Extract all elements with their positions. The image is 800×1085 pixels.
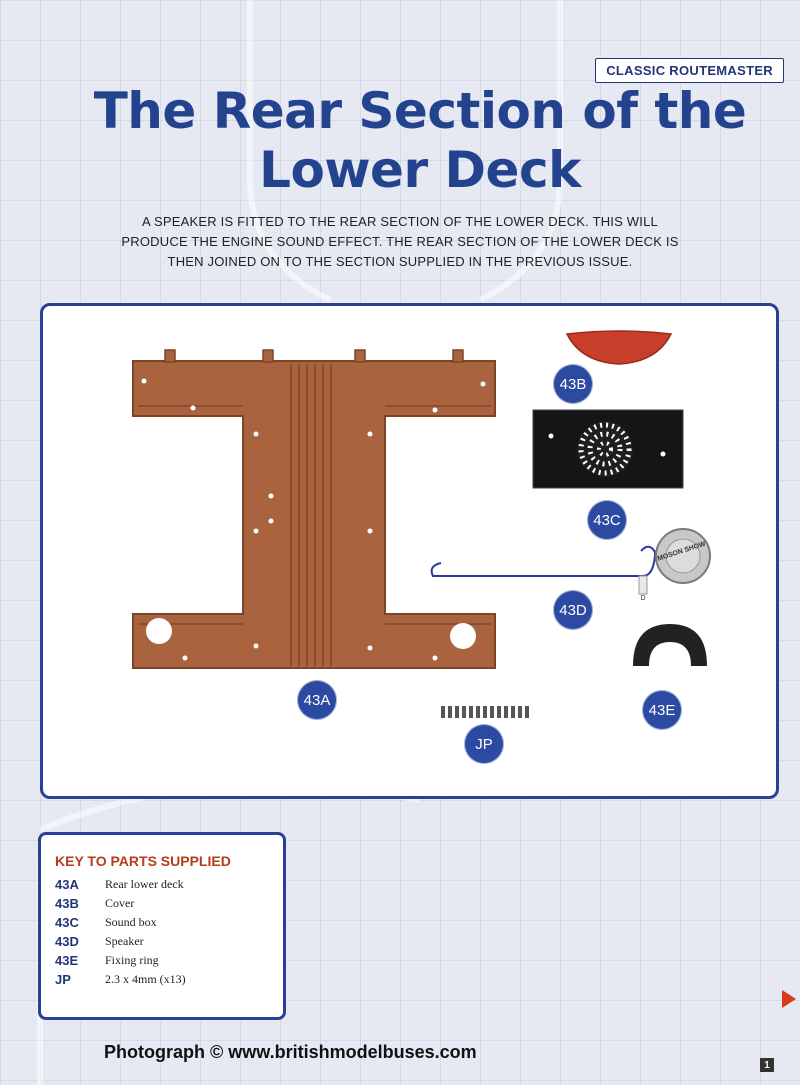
page-number: 1 — [760, 1058, 774, 1072]
key-list — [55, 875, 186, 989]
key-row — [55, 951, 186, 970]
label-43e: 43E — [642, 690, 682, 730]
photo-credit: Photograph © www.britishmodelbuses.com — [104, 1042, 477, 1062]
key-description: Sound box — [105, 915, 157, 929]
sound-box-part — [533, 410, 683, 488]
key-row — [55, 932, 186, 951]
key-code: 43A — [55, 877, 79, 892]
speaker-brand-text: MOSON SHOW — [656, 540, 707, 563]
cover-part — [567, 331, 671, 364]
key-row — [55, 894, 186, 913]
key-description: Rear lower deck — [105, 877, 184, 891]
key-description: 2.3 x 4mm (x13) — [105, 972, 186, 986]
key-description: Fixing ring — [105, 953, 159, 967]
label-43d: 43D — [553, 590, 593, 630]
page-title — [80, 82, 760, 200]
label-jp: JP — [464, 724, 504, 764]
key-description: Speaker — [105, 934, 144, 948]
key-code: 43D — [55, 934, 79, 949]
key-title: KEY TO PARTS SUPPLIED — [55, 853, 231, 869]
key-code: 43E — [55, 953, 79, 968]
series-tag: CLASSIC ROUTEMASTER — [595, 58, 784, 83]
key-row — [55, 875, 186, 894]
label-43a: 43A — [297, 680, 337, 720]
label-43c: 43C — [587, 500, 627, 540]
rear-lower-deck-part — [133, 350, 495, 668]
intro-text: A SPEAKER IS FITTED TO THE REAR SECTION OF THE LOWER DECK. THIS WILL PRODUCE THE ENGINE SOUND EFFECT. THE REAR SECTION OF THE LOWER DECK IS THEN JOINED ON TO THE SECTION SUPPLIED IN THE PREVIOUS ISSUE. — [121, 214, 679, 270]
key-code: 43C — [55, 915, 79, 930]
title-line-1: The Rear Section of the — [93, 82, 747, 140]
key-code: JP — [55, 972, 71, 987]
key-code: 43B — [55, 896, 79, 911]
connector-mark: D — [640, 595, 646, 602]
title-line-2: Lower Deck — [259, 141, 581, 199]
parts-key — [38, 832, 286, 1020]
screws-part — [441, 706, 529, 718]
key-row — [55, 970, 186, 989]
next-page-arrow-icon — [782, 990, 796, 1008]
label-43b: 43B — [553, 364, 593, 404]
fixing-ring-part — [633, 624, 707, 666]
parts-photo-panel — [40, 303, 779, 799]
key-row — [55, 913, 186, 932]
key-description: Cover — [105, 896, 135, 910]
